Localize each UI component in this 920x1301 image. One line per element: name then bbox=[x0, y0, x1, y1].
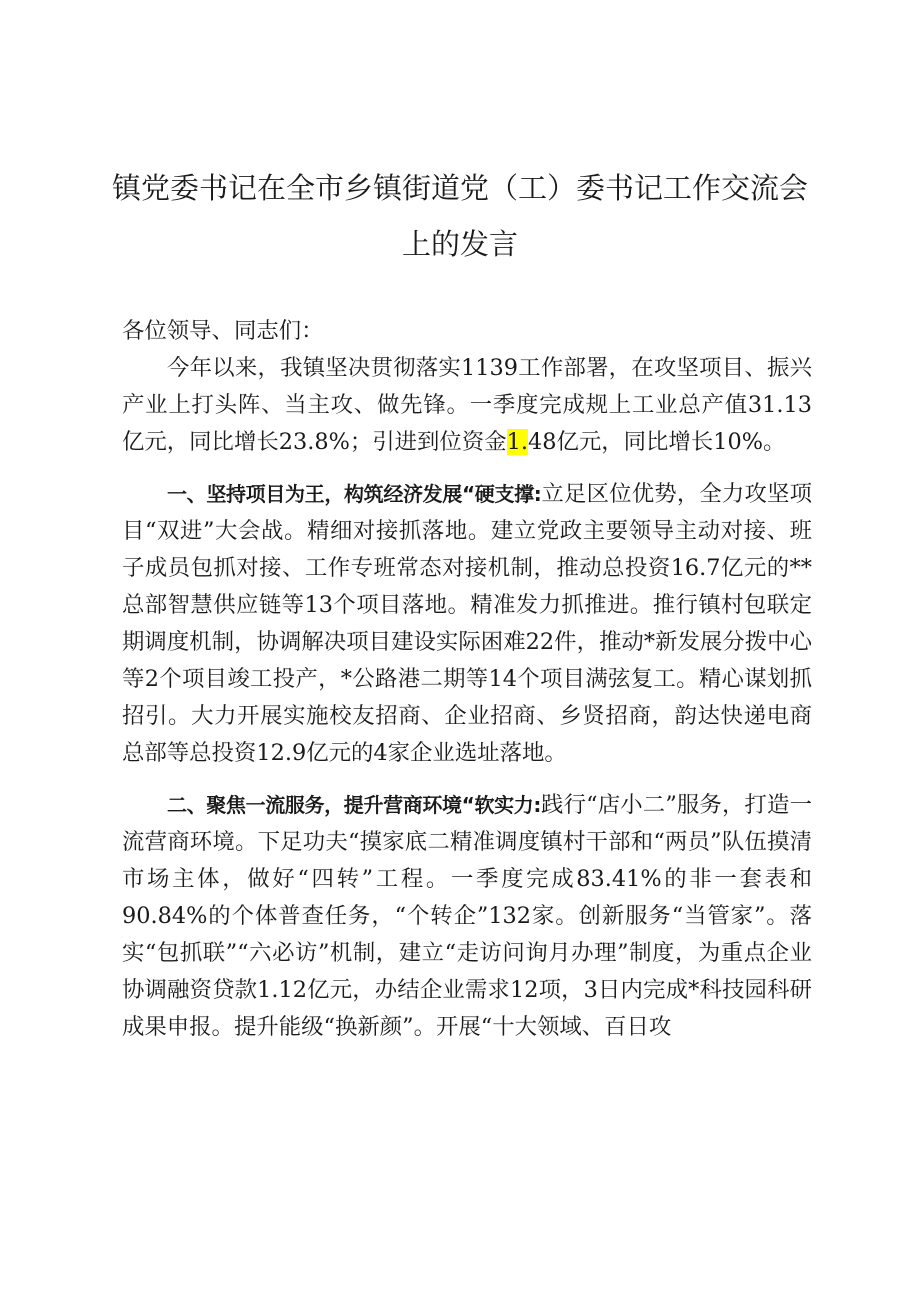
section-2-heading: 二、聚焦一流服务，提升营商环境“软实力: bbox=[167, 793, 541, 817]
intro-text: 今年以来，我镇坚决贯彻落实1139工作部署，在攻坚项目、振兴产业上打头阵、当主攻、做先锋。一季度完成规上工业总产值31.13亿元，同比增长23.8%；引进到位资金 bbox=[122, 355, 812, 455]
intro-text-end: 48亿元，同比增长10%。 bbox=[527, 429, 786, 455]
document-body bbox=[122, 313, 812, 1046]
section-1-heading: 一、坚持项目为王，构筑经济发展“硬支撑: bbox=[167, 482, 542, 506]
highlighted-text: 1. bbox=[506, 429, 528, 455]
section-2-text: 践行“店小二”服务，打造一流营商环境。下足功夫“摸家底二精准调度镇村干部和“两员”队伍摸清市场主体，做好“四转”工程。一季度完成83.41%的非一套表和90.84%的个体普查任务，“个转企”132家。创新服务“当管家”。落实“包抓联”“六必访”机制，建立“走访问询月办理”制度，为重点企业协调融资贷款1.12亿元，办结企业需求12项，3日内完成*科技园科研成果申报。提升能级“换新颜”。开展“十大领域、百日攻 bbox=[122, 792, 812, 1040]
title-line-2: 上的发言 bbox=[401, 227, 518, 261]
section-2-paragraph bbox=[122, 787, 812, 1046]
document-title bbox=[100, 160, 820, 272]
paragraph-gap bbox=[122, 461, 812, 476]
section-1-text: 立足区位优势，全力攻坚项目“双进”大会战。精细对接抓落地。建立党政主要领导主动对接、班子成员包抓对接、工作专班常态对接机制，推动总投资16.7亿元的**总部智慧供应链等13个项目落地。精准发力抓推进。推行镇村包联定期调度机制，协调解决项目建设实际困难22件，推动*新发展分拨中心等2个项目竣工投产，*公路港二期等14个项目满弦复工。精心谋划抓招引。大力开展实施校友招商、企业招商、乡贤招商，韵达快递电商总部等总投资12.9亿元的4家企业选址落地。 bbox=[122, 481, 812, 766]
section-1-paragraph bbox=[122, 476, 812, 772]
title-line-1: 镇党委书记在全市乡镇街道党（工）委书记工作交流会 bbox=[111, 171, 808, 205]
salutation: 各位领导、同志们： bbox=[122, 318, 324, 344]
paragraph-gap bbox=[122, 772, 812, 787]
intro-paragraph bbox=[122, 350, 812, 461]
